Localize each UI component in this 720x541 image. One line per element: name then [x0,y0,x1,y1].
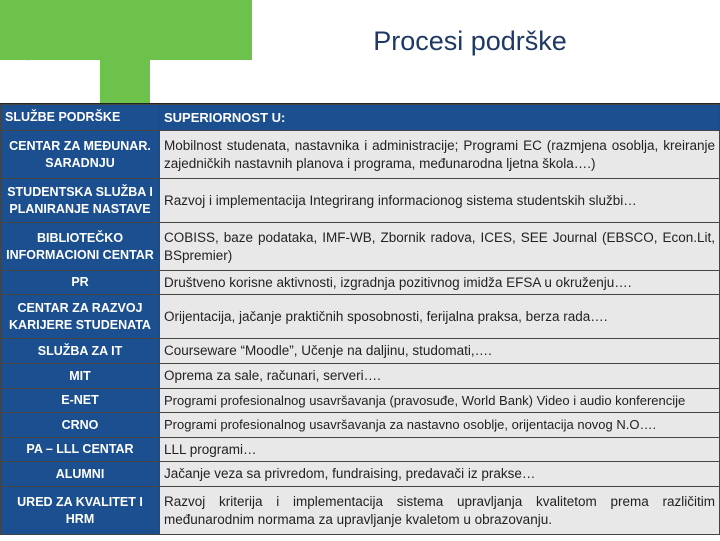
service-cell: PA – LLL CENTAR [1,438,160,462]
description-cell: Courseware “Moodle”, Učenje na daljinu, studomati,…. [160,339,720,364]
service-cell: ALUMNI [1,462,160,487]
service-cell: E-NET [1,389,160,413]
table-row [1,389,720,413]
description-cell: Programi profesionalnog usavršavanja za nastavno osoblje, orijentacija novog N.O…. [160,413,720,438]
service-cell: PR [1,271,160,295]
table-row [1,223,720,271]
service-cell: CRNO [1,413,160,438]
description-cell: COBISS, baze podataka, IMF-WB, Zbornik radova, ICES, SEE Journal (EBSCO, Econ.Lit, BSpremier) [160,223,720,271]
table-row [1,462,720,487]
service-cell: CENTAR ZA RAZVOJ KARIJERE STUDENATA [1,295,160,339]
support-processes-table [0,104,720,535]
description-cell: Razvoj kriterija i implementacija sistema upravljanja kvalitetom prema različitim međunarodnim normama za upravljanje kvaletom u obrazovanju. [160,487,720,535]
table-row [1,438,720,462]
description-cell: Orijentacija, jačanje praktičnih sposobnosti, ferijalna praksa, berza rada…. [160,295,720,339]
description-cell: Oprema za sale, računari, serveri…. [160,364,720,389]
service-cell: CENTAR ZA MEĐUNAR. SARADNJU [1,131,160,179]
service-cell: URED ZA KVALITET I HRM [1,487,160,535]
description-cell: LLL programi… [160,438,720,462]
green-header-block [0,0,252,60]
description-cell: Programi profesionalnog usavršavanja (pravosuđe, World Bank) Video i audio konferencije [160,389,720,413]
description-cell: Razvoj i implementacija Integrirang informacionog sistema studentskih službi… [160,179,720,223]
service-cell: BIBLIOTEČKO INFORMACIONI CENTAR [1,223,160,271]
table-row [1,413,720,438]
header-services: SLUŽBE PODRŠKE [1,105,160,131]
table-row [1,339,720,364]
service-cell: STUDENTSKA SLUŽBA I PLANIRANJE NASTAVE [1,179,160,223]
table-row [1,295,720,339]
description-cell: Društveno korisne aktivnosti, izgradnja pozitivnog imidža EFSA u okruženju…. [160,271,720,295]
description-cell: Mobilnost studenata, nastavnika i administracije; Programi EC (razmjena osoblja, kreiranje zajedničkih nastavnih planova i programa, međunarodna ljetna škola….) [160,131,720,179]
table-row [1,131,720,179]
table-row [1,487,720,535]
table-row [1,271,720,295]
service-cell: MIT [1,364,160,389]
description-cell: Jačanje veza sa privredom, fundraising, predavači iz prakse… [160,462,720,487]
service-cell: SLUŽBA ZA IT [1,339,160,364]
page-title: Procesi podrške [373,26,567,56]
table-row [1,179,720,223]
table-row [1,364,720,389]
header-excellence: SUPERIORNOST U: [160,105,720,131]
curve-inner-mask [0,60,100,106]
table-header-row [1,105,720,131]
support-processes-table-wrapper [0,103,720,541]
